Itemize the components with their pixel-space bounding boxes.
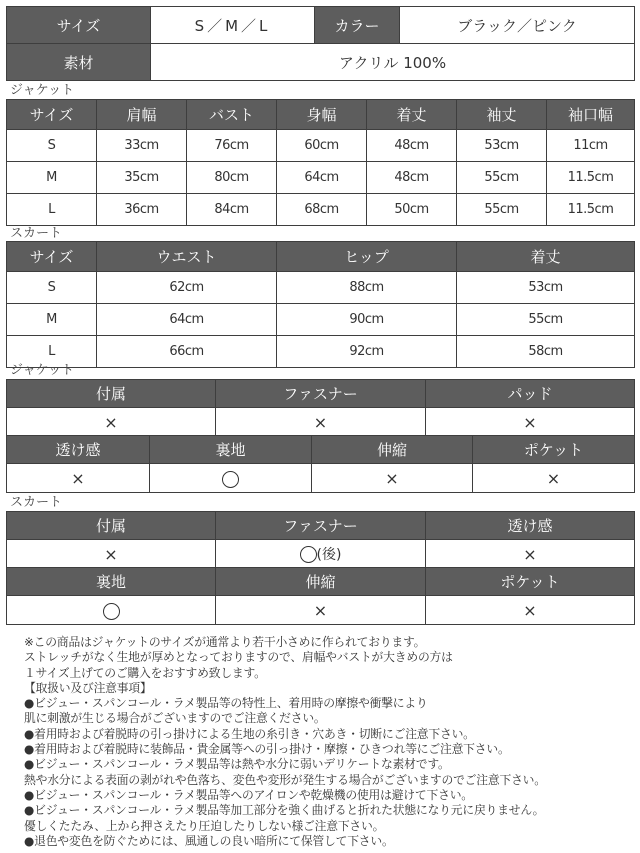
note-line: ●ビジュー・スパンコール・ラメ製品等は熱や水分に弱いデリケートな素材です。 [24,757,450,772]
column-header: ポケット [473,436,635,464]
table-cell: 64cm [277,162,367,194]
product-info-table [6,6,635,81]
note-line: ●着用時および着脱時に装飾品・貴金属等への引っ掛け・摩擦・ひきつれ等にご注意下さい。 [24,742,510,757]
table-cell: 33cm [97,130,187,162]
table-cell: 55cm [457,194,547,226]
table-cell: 88cm [277,272,457,304]
table-cell: 53cm [457,130,547,162]
table-cell: 60cm [277,130,367,162]
table-cell: M [7,304,97,336]
circle-icon [300,546,317,563]
cross-mark: × [473,464,635,493]
cross-mark: × [216,596,426,625]
table-cell: L [7,336,97,368]
cross-mark: × [7,464,150,493]
care-notes [24,635,624,849]
table-header-row [7,100,635,130]
table-row [7,596,635,625]
material-label: 素材 [7,44,151,81]
skirt-size-section-label: スカート [10,226,63,241]
table-cell: 36cm [97,194,187,226]
column-header: 透け感 [426,512,635,540]
table-row [7,130,635,162]
circle-icon [222,471,239,488]
table-row [7,304,635,336]
table-cell: 11.5cm [547,194,635,226]
column-header: 身幅 [277,100,367,130]
table-cell: 76cm [187,130,277,162]
jacket-features-table-1 [6,379,635,437]
skirt-features-table-2 [6,567,635,625]
column-header: サイズ [7,242,97,272]
table-cell: 35cm [97,162,187,194]
table-cell: 53cm [457,272,635,304]
skirt-features-section-label: スカート [10,495,63,510]
column-header: 袖丈 [457,100,547,130]
column-header: パッド [426,380,635,408]
skirt-features-table-1 [6,511,635,569]
table-cell: 68cm [277,194,367,226]
table-header-row [7,380,635,408]
column-header: ファスナー [216,380,426,408]
cross-mark: × [7,540,216,569]
table-row [7,408,635,437]
table-cell: 64cm [97,304,277,336]
table-cell: S [7,272,97,304]
cross-mark: × [426,540,635,569]
column-header: 着丈 [367,100,457,130]
circle-mark-cell [7,596,216,625]
jacket-size-section-label: ジャケット [10,83,75,98]
column-header: サイズ [7,100,97,130]
table-cell: 66cm [97,336,277,368]
table-row [7,336,635,368]
table-cell: 11.5cm [547,162,635,194]
table-header-row [7,242,635,272]
skirt-size-table [6,241,635,368]
jacket-size-table [6,99,635,226]
note-line: １サイズ上げてのご購入をおすすめ致します。 [24,665,266,680]
note-line: 肌に刺激が生じる場合がございますのでご注意ください。 [24,711,326,726]
cross-mark: × [7,408,216,437]
table-cell: 48cm [367,130,457,162]
table-row [7,540,635,569]
color-value: ブラック／ピンク [400,7,635,44]
column-header: 付属 [7,512,216,540]
table-cell: 62cm [97,272,277,304]
column-header: ウエスト [97,242,277,272]
cross-mark: × [426,596,635,625]
column-header: 裏地 [7,568,216,596]
size-label: サイズ [7,7,151,44]
column-header: ヒップ [277,242,457,272]
table-row [7,464,635,493]
table-header-row [7,512,635,540]
column-header: 着丈 [457,242,635,272]
column-header: 肩幅 [97,100,187,130]
column-header: 伸縮 [216,568,426,596]
table-cell: 11cm [547,130,635,162]
column-header: バスト [187,100,277,130]
table-cell: 50cm [367,194,457,226]
note-line: ●着用時および着脱時の引っ掛けによる生地の糸引き・穴あき・切断にご注意下さい。 [24,726,475,741]
table-cell: 55cm [457,162,547,194]
note-line: 優しくたたみ、上から押さえたり圧迫したりしない様ご注意下さい。 [24,818,385,833]
column-header: 付属 [7,380,216,408]
column-header: ファスナー [216,512,426,540]
note-line: ●ビジュー・スパンコール・ラメ製品等へのアイロンや乾燥機の使用は避けて下さい。 [24,787,473,802]
circle-note: (後) [316,547,342,563]
table-cell: 90cm [277,304,457,336]
table-cell: 84cm [187,194,277,226]
note-line: ●ビジュー・スパンコール・ラメ製品等の特性上、着用時の摩擦や衝撃により [24,696,428,711]
note-line: ●退色や変色を防ぐためには、風通しの良い暗所にて保管して下さい。 [24,833,394,848]
size-value: S／M／L [151,7,315,44]
table-cell: S [7,130,97,162]
table-header-row [7,568,635,596]
table-row [7,272,635,304]
color-label: カラー [315,7,400,44]
column-header: 透け感 [7,436,150,464]
table-header-row [7,436,635,464]
circle-mark-cell [216,540,426,569]
note-line: 【取扱い及び注意事項】 [24,680,152,695]
table-row [7,162,635,194]
column-header: ポケット [426,568,635,596]
cross-mark: × [312,464,473,493]
table-cell: 58cm [457,336,635,368]
table-cell: 48cm [367,162,457,194]
table-cell: M [7,162,97,194]
note-line: 熱や水分による表面の剥がれや色落ち、変色や変形が発生する場合がございますのでご注意下さい。 [24,772,546,787]
column-header: 裏地 [150,436,312,464]
table-cell: 92cm [277,336,457,368]
note-line: ●ビジュー・スパンコール・ラメ製品等加工部分を強く曲げると折れた状態になり元に戻りません。 [24,803,545,818]
cross-mark: × [216,408,426,437]
jacket-features-section-label: ジャケット [10,363,75,378]
table-cell: L [7,194,97,226]
column-header: 袖口幅 [547,100,635,130]
note-line: ストレッチがなく生地が厚めとなっておりますので、肩幅やバストが大きめの方は [24,650,453,665]
table-cell: 80cm [187,162,277,194]
jacket-features-table-2 [6,435,635,493]
table-row [7,194,635,226]
table-cell: 55cm [457,304,635,336]
circle-mark-cell [150,464,312,493]
note-line: ※この商品はジャケットのサイズが通常より若干小さめに作られております。 [24,635,426,649]
circle-icon [103,603,120,620]
cross-mark: × [426,408,635,437]
column-header: 伸縮 [312,436,473,464]
material-value: アクリル 100% [151,44,635,81]
